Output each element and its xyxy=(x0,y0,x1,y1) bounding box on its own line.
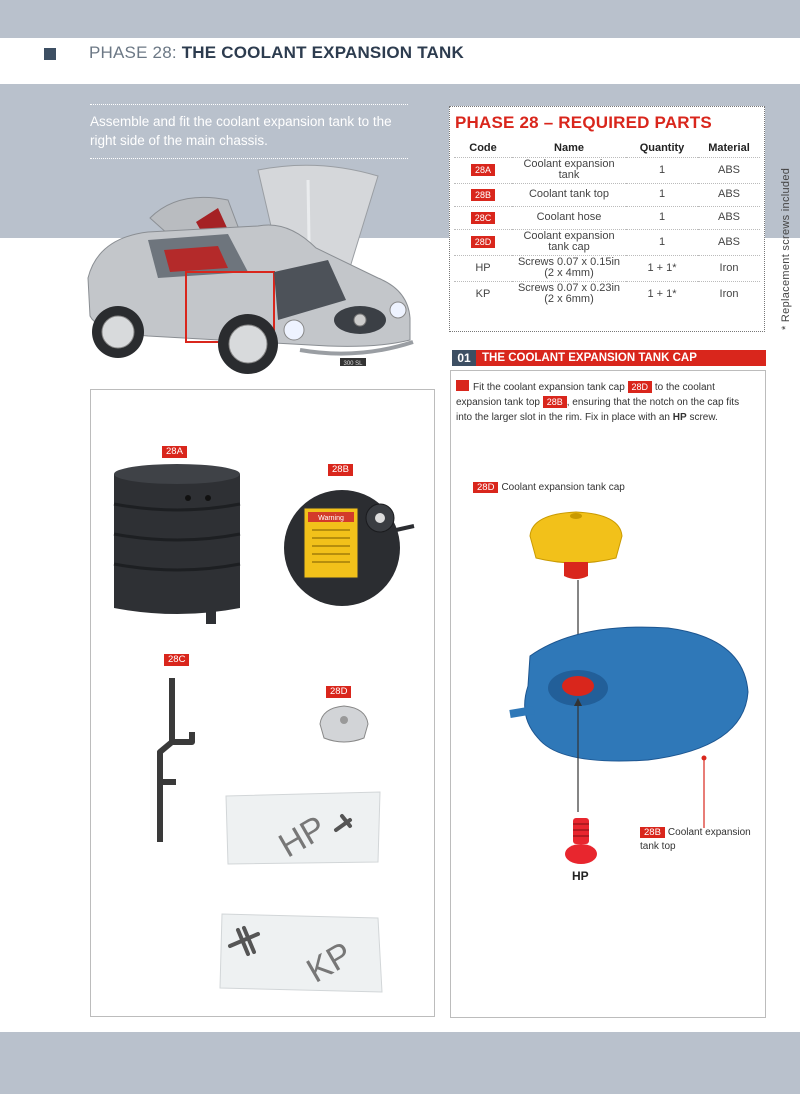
hp-bag-text: HP xyxy=(272,808,333,866)
header-square-icon xyxy=(44,48,56,60)
kp-bag-text: KP xyxy=(300,934,359,991)
table-row: 28B Coolant tank top 1 ABS xyxy=(454,183,760,206)
code-badge: 28C xyxy=(471,212,496,224)
code-badge: 28D xyxy=(471,236,496,248)
tank-leader-line xyxy=(699,754,709,834)
label-28a: 28A xyxy=(162,446,187,458)
bottom-band xyxy=(0,1032,800,1094)
required-parts-panel xyxy=(449,106,765,332)
step-number: 01 xyxy=(452,350,476,366)
plate-text: 300 SL xyxy=(343,361,363,367)
code-badge: 28A xyxy=(471,164,495,176)
code-badge: 28D xyxy=(473,482,498,493)
intro-text: Assemble and fit the coolant expansion tank to the right side of the main chassis. xyxy=(90,104,408,159)
step-title: THE COOLANT EXPANSION TANK CAP xyxy=(482,352,697,364)
tank-cap-28d xyxy=(314,702,374,752)
code-badge: 28B xyxy=(543,396,567,408)
step-bullet-icon xyxy=(456,380,469,391)
cap-diagram xyxy=(526,508,636,588)
top-band xyxy=(0,0,800,38)
warning-label-text: Warning xyxy=(318,515,344,522)
hp-screw-diagram xyxy=(561,816,601,868)
car-illustration xyxy=(78,160,423,390)
table-row: 28A Coolant expansion tank 1 ABS xyxy=(454,157,760,183)
code-badge: 28B xyxy=(640,827,665,838)
step-instructions: Fit the coolant expansion tank cap 28D to the coolant expansion tank top 28B , ensuring that the notch on the cap fits into the larger slot in the rim. Fix in place with an HP screw. xyxy=(456,382,740,423)
code-badge: 28B xyxy=(471,189,495,201)
parts-title: PHASE 28 – REQUIRED PARTS xyxy=(455,113,712,132)
col-name: Name xyxy=(554,141,584,154)
page-header xyxy=(0,38,800,84)
callout-28b: 28B Coolant expansion tank top xyxy=(640,827,751,852)
col-quantity: Quantity xyxy=(639,141,685,154)
screw-leader-line xyxy=(573,696,583,816)
code-badge: 28D xyxy=(628,381,653,393)
tank-top-diagram xyxy=(508,626,752,766)
table-row: 28C Coolant hose 1 ABS xyxy=(454,206,760,229)
coolant-hose-28c xyxy=(150,672,210,852)
replacement-note: * Replacement screws included xyxy=(780,167,792,330)
label-28c: 28C xyxy=(164,654,189,666)
table-row: KP Screws 0.07 x 0.23in (2 x 6mm) 1 + 1* Iron xyxy=(454,281,760,307)
table-row: HP Screws 0.07 x 0.15in (2 x 4mm) 1 + 1* Iron xyxy=(454,255,760,281)
tank-top-28b xyxy=(282,484,422,614)
hp-screw-bag xyxy=(222,790,384,866)
label-28b: 28B xyxy=(328,464,353,476)
label-28d: 28D xyxy=(326,686,351,698)
hp-screw-label: HP xyxy=(572,869,589,883)
page-title: PHASE 28: THE COOLANT EXPANSION TANK xyxy=(89,43,464,62)
step-heading xyxy=(452,350,766,366)
coolant-tank-28a xyxy=(108,460,248,630)
parts-table xyxy=(454,139,760,307)
table-row: 28D Coolant expansion tank cap 1 ABS xyxy=(454,229,760,255)
col-code: Code xyxy=(469,141,497,154)
col-material: Material xyxy=(708,141,750,154)
kp-screw-bag xyxy=(218,910,386,996)
callout-28d: 28D Coolant expansion tank cap xyxy=(473,481,625,495)
